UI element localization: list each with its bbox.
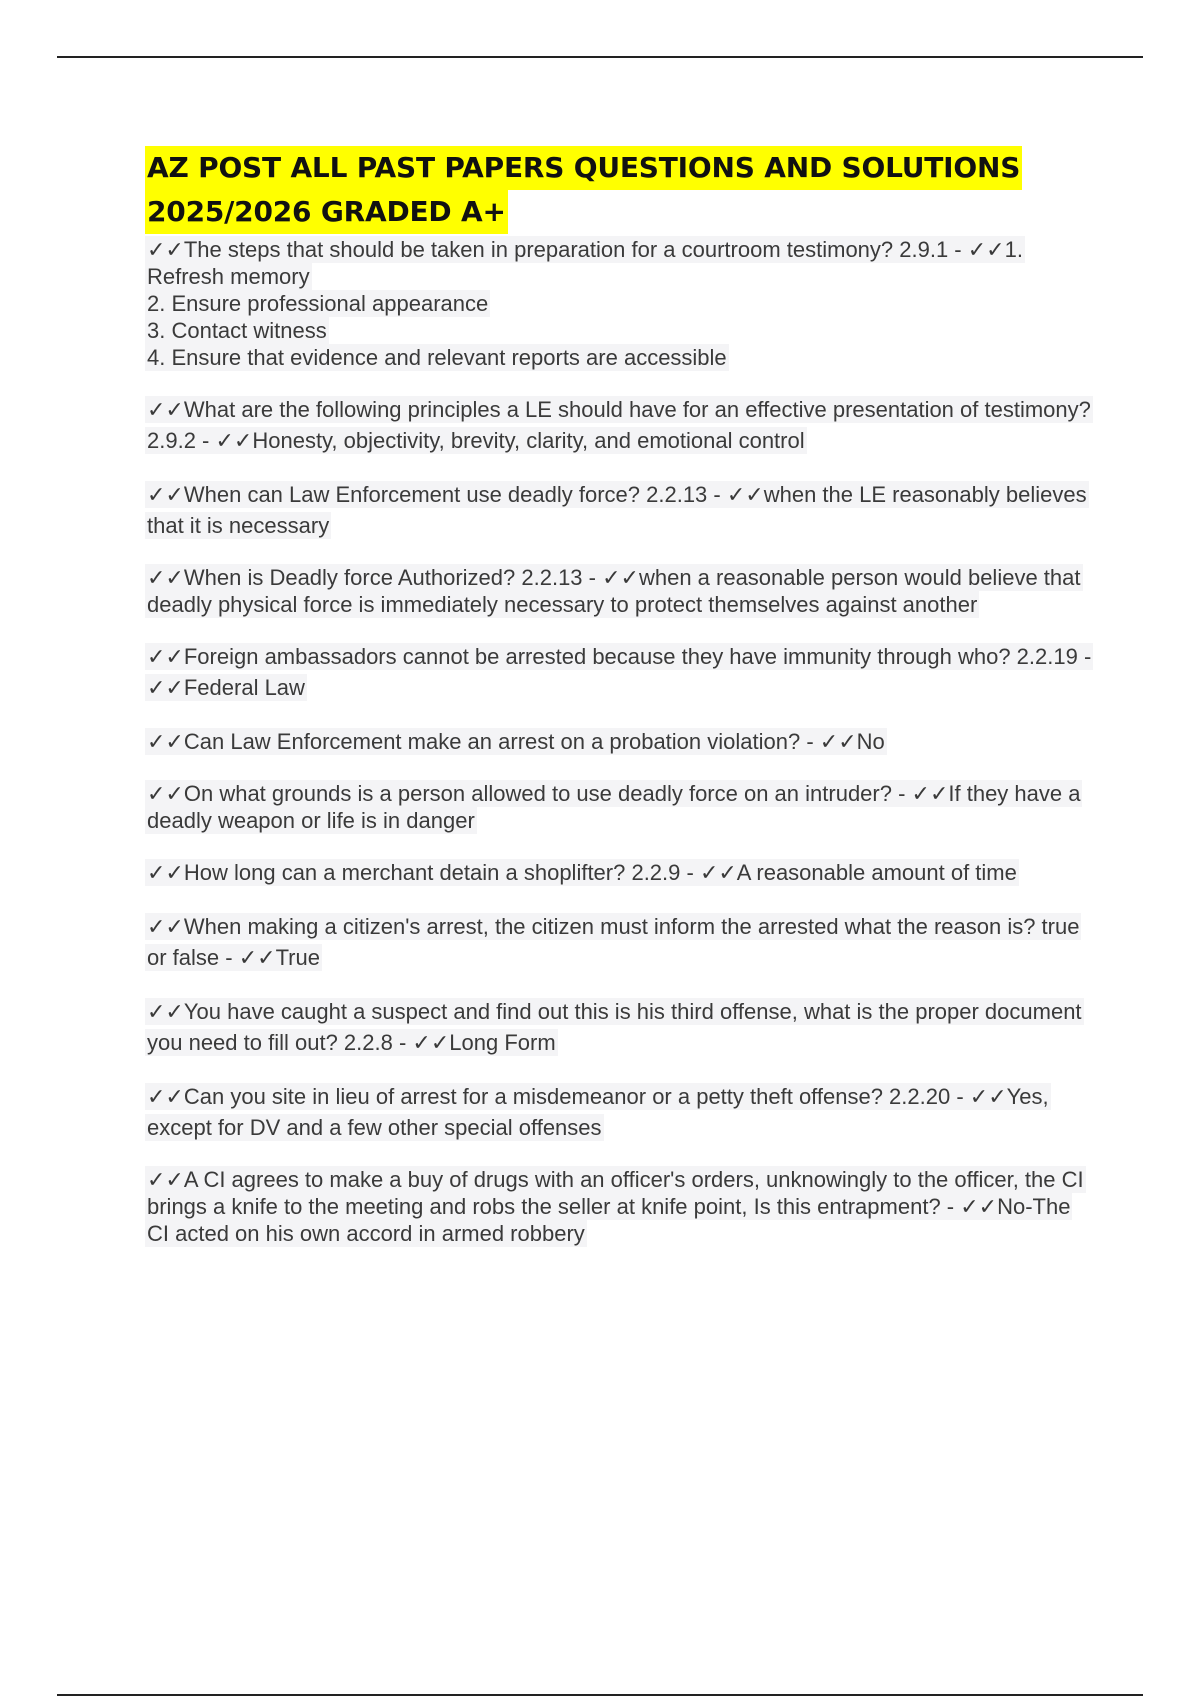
- qa-item-10: [145, 996, 1095, 1058]
- qa-item-7: [145, 780, 1095, 834]
- bottom-rule: [57, 1694, 1143, 1696]
- title-line-2: 2025/2026 GRADED A+: [145, 190, 508, 234]
- question-answer-text: ✓✓When is Deadly force Authorized? 2.2.13 - ✓✓when a reasonable person would believe that deadly physical force is immediately necessary to protect themselves against another: [147, 565, 1081, 617]
- answer-list-item: 2. Ensure professional appearance: [147, 291, 489, 316]
- question-answer-text: ✓✓Can you site in lieu of arrest for a misdemeanor or a petty theft offense? 2.2.20 - ✓✓Yes, except for DV and a few other special offenses: [147, 1084, 1049, 1140]
- document-body: [145, 146, 1095, 1270]
- qa-item-6: [145, 726, 1095, 757]
- question-answer-text: ✓✓On what grounds is a person allowed to use deadly force on an intruder? - ✓✓If they have a deadly weapon or life is in danger: [147, 781, 1081, 833]
- question-answer-text: ✓✓A CI agrees to make a buy of drugs with an officer's orders, unknowingly to the officer, the CI brings a knife to the meeting and robs the seller at knife point, Is this entrapment? - ✓✓No-The CI acted on his own accord in armed robbery: [147, 1167, 1084, 1246]
- answer-list-item: 4. Ensure that evidence and relevant reports are accessible: [147, 345, 727, 370]
- top-rule: [57, 56, 1143, 58]
- answer-list-item: 3. Contact witness: [147, 318, 327, 343]
- qa-item-3: [145, 479, 1095, 541]
- document-title: [145, 146, 1095, 234]
- question-answer-text: ✓✓When can Law Enforcement use deadly force? 2.2.13 - ✓✓when the LE reasonably believes that it is necessary: [147, 482, 1087, 538]
- qa-item-8: [145, 857, 1095, 888]
- question-answer-text: ✓✓How long can a merchant detain a shoplifter? 2.2.9 - ✓✓A reasonable amount of time: [147, 860, 1017, 885]
- question-answer-text: ✓✓You have caught a suspect and find out this is his third offense, what is the proper document you need to fill out? 2.2.8 - ✓✓Long Form: [147, 999, 1082, 1055]
- question-answer-text: ✓✓When making a citizen's arrest, the citizen must inform the arrested what the reason is? true or false - ✓✓True: [147, 914, 1080, 970]
- question-answer-text: ✓✓Foreign ambassadors cannot be arrested because they have immunity through who? 2.2.19 - ✓✓Federal Law: [147, 644, 1092, 700]
- question-answer-text: ✓✓The steps that should be taken in preparation for a courtroom testimony? 2.9.1 - ✓✓1. Refresh memory: [147, 237, 1023, 289]
- qa-item-11: [145, 1081, 1095, 1143]
- question-answer-text: ✓✓What are the following principles a LE should have for an effective presentation of testimony? 2.9.2 - ✓✓Honesty, objectivity, brevity, clarity, and emotional control: [147, 397, 1091, 453]
- question-answer-text: ✓✓Can Law Enforcement make an arrest on a probation violation? - ✓✓No: [147, 729, 885, 754]
- qa-item-12: [145, 1166, 1095, 1247]
- qa-item-1: [145, 236, 1095, 371]
- qa-item-5: [145, 641, 1095, 703]
- title-line-1: AZ POST ALL PAST PAPERS QUESTIONS AND SOLUTIONS: [145, 146, 1022, 190]
- qa-item-4: [145, 564, 1095, 618]
- qa-item-2: [145, 394, 1095, 456]
- qa-item-9: [145, 911, 1095, 973]
